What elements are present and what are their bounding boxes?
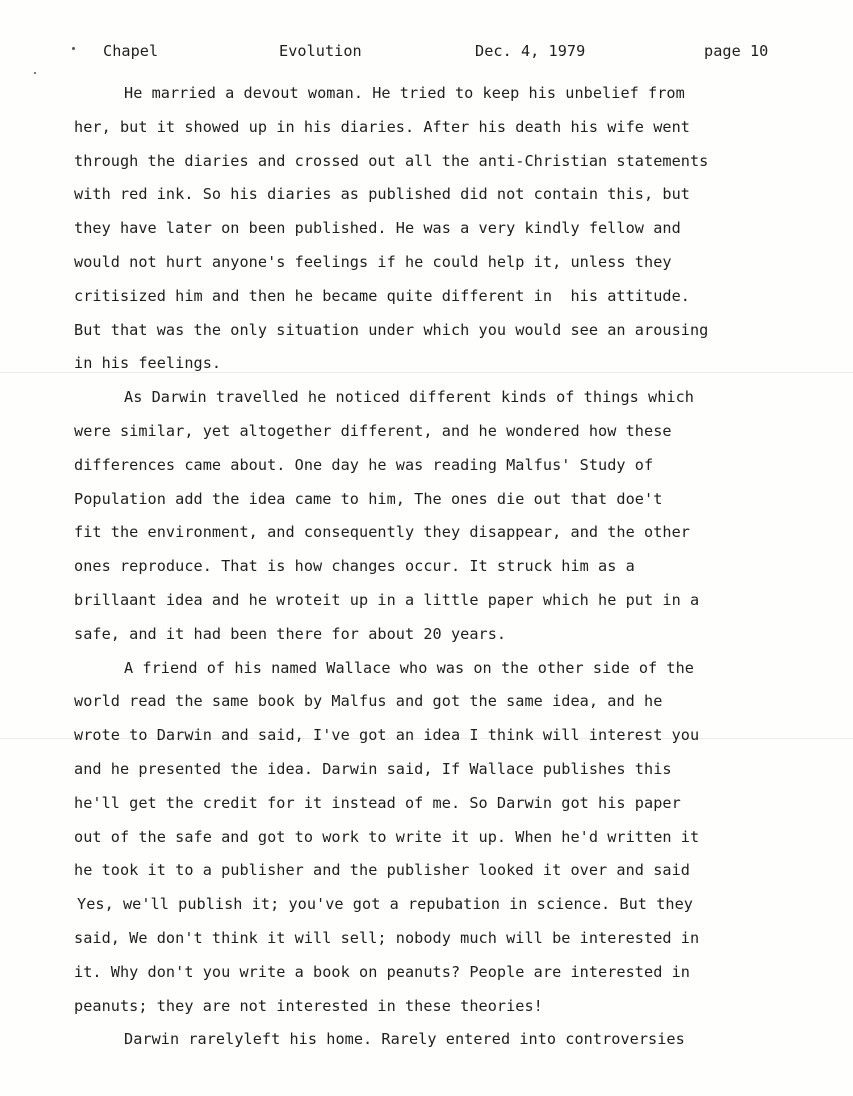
text-line: ones reproduce. That is how changes occur. It struck him as a xyxy=(74,557,635,576)
text-line: brillaant idea and he wroteit up in a little paper which he put in a xyxy=(74,590,700,609)
text-line: peanuts; they are not interested in these theories! xyxy=(74,996,543,1015)
text-line: differences came about. One day he was reading Malfus' Study of xyxy=(74,455,654,474)
text-line: As Darwin travelled he noticed different kinds of things which xyxy=(124,388,695,407)
text-line: said, We don't think it will sell; nobody much will be interested in xyxy=(74,928,700,947)
text-line: with red ink. So his diaries as published did not contain this, but xyxy=(74,185,690,204)
text-line: world read the same book by Malfus and got the same idea, and he xyxy=(74,692,663,711)
text-line: fit the environment, and consequently they disappear, and the other xyxy=(74,523,690,542)
header-topic: Evolution xyxy=(279,42,362,60)
text-line: A friend of his named Wallace who was on the other side of the xyxy=(124,658,695,677)
text-line: safe, and it had been there for about 20 years. xyxy=(74,624,507,643)
text-line: were similar, yet altogether different, and he wondered how these xyxy=(74,421,672,440)
text-line: Yes, we'll publish it; you've got a repubation in science. But they xyxy=(77,895,693,914)
text-line: her, but it showed up in his diaries. After his death his wife went xyxy=(74,117,690,136)
text-line: he'll get the credit for it instead of me. So Darwin got his paper xyxy=(74,793,681,812)
text-line: wrote to Darwin and said, I've got an idea I think will interest you xyxy=(74,726,700,745)
text-line: it. Why don't you write a book on peanuts? People are interested in xyxy=(74,962,690,981)
text-line: He married a devout woman. He tried to keep his unbelief from xyxy=(124,84,685,102)
text-line: critisized him and then he became quite different in his attitude. xyxy=(74,286,690,305)
text-line: through the diaries and crossed out all the anti-Christian statements xyxy=(74,151,709,170)
text-line: he took it to a publisher and the publisher looked it over and said xyxy=(74,861,690,880)
page-header xyxy=(0,40,853,62)
text-line: But that was the only situation under which you would see an arousing xyxy=(74,320,709,339)
text-line: and he presented the idea. Darwin said, If Wallace publishes this xyxy=(74,759,672,778)
body-text xyxy=(74,80,794,1060)
text-line: out of the safe and got to work to write it up. When he'd written it xyxy=(74,827,700,846)
header-section: Chapel xyxy=(103,42,159,60)
header-date: Dec. 4, 1979 xyxy=(475,42,586,60)
header-page-number: page 10 xyxy=(704,42,769,60)
text-line: Population add the idea came to him, The ones die out that doe't xyxy=(74,489,663,508)
text-line: in his feelings. xyxy=(74,354,222,373)
text-line: Darwin rarelyleft his home. Rarely entered into controversies xyxy=(124,1030,685,1049)
text-line: would not hurt anyone's feelings if he could help it, unless they xyxy=(74,252,672,271)
ink-speck xyxy=(34,72,36,74)
text-line: they have later on been published. He was a very kindly fellow and xyxy=(74,219,681,238)
